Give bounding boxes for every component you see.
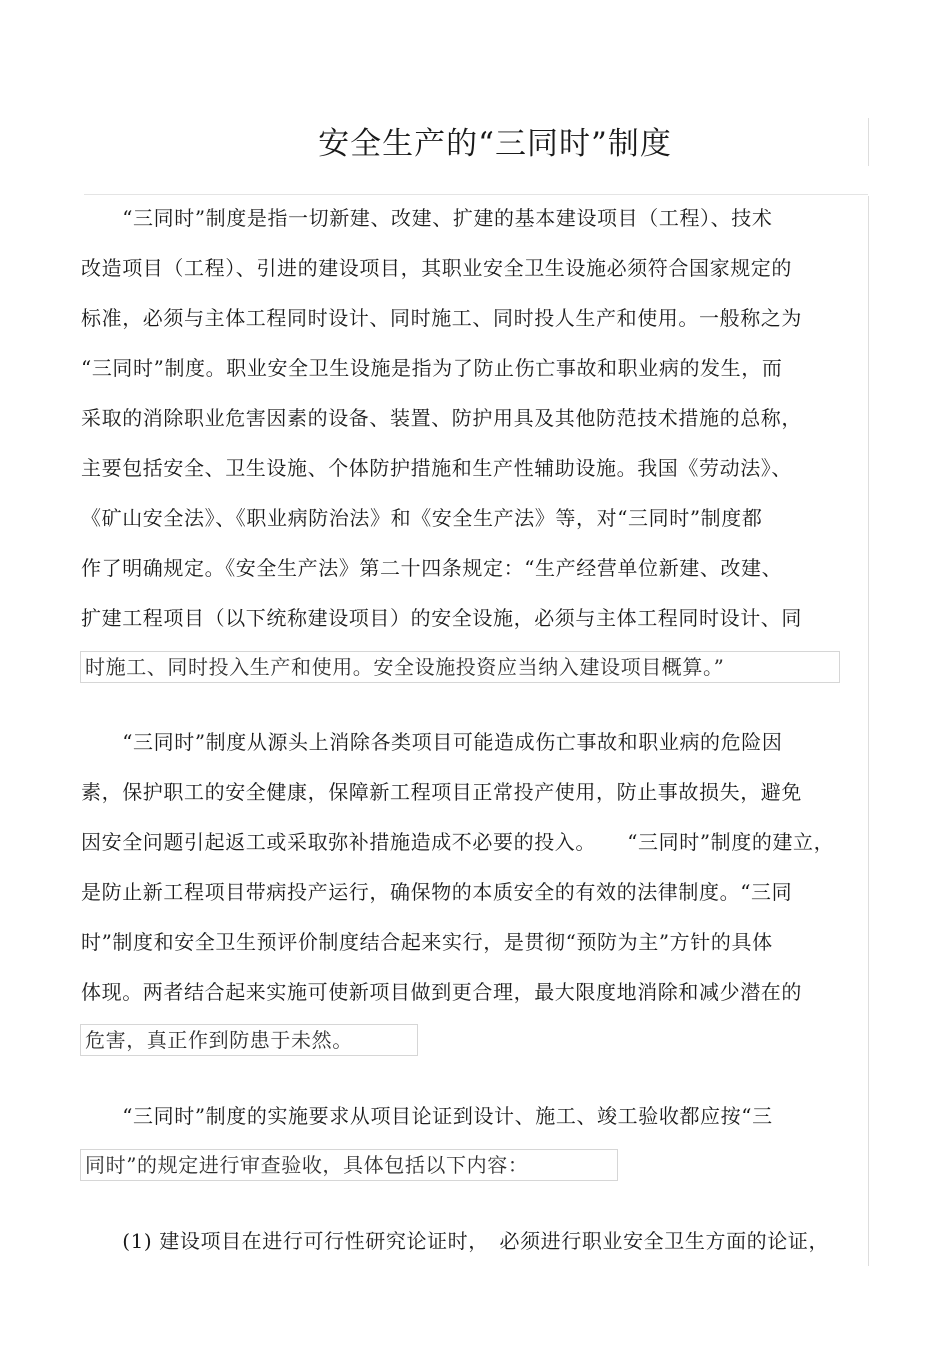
text-line: “三同时”制度是指一切新建、改建、扩建的基本建设项目（工程）、技术	[81, 206, 773, 230]
text-line: 标准，必须与主体工程同时设计、同时施工、同时投人生产和使用。一般称之为	[81, 306, 802, 330]
text-line: (1) 建设项目在进行可行性研究论证时， 必须进行职业安全卫生方面的论证，	[81, 1229, 830, 1253]
text-line: 扩建工程项目（以下统称建设项目）的安全设施，必须与主体工程同时设计、同	[81, 606, 802, 630]
text-line: “三同时”制度。职业安全卫生设施是指为了防止伤亡事故和职业病的发生，而	[81, 356, 783, 380]
text-line: “三同时”制度的实施要求从项目论证到设计、施工、竣工验收都应按“三	[81, 1104, 773, 1128]
text-line: 主要包括安全、卫生设施、个体防护措施和生产性辅助设施。我国《劳动法》、	[81, 456, 792, 480]
text-line: 时施工、同时投入生产和使用。安全设施投资应当纳入建设项目概算。”	[80, 651, 840, 683]
text-line: 危害，真正作到防患于未然。	[80, 1024, 418, 1056]
text-line: 同时”的规定进行审查验收，具体包括以下内容：	[80, 1149, 618, 1181]
text-line: 是防止新工程项目带病投产运行，确保物的本质安全的有效的法律制度。“三同	[81, 880, 793, 904]
text-line: 《矿山安全法》、《职业病防治法》和《安全生产法》等，对“三同时”制度都	[81, 506, 763, 530]
text-line: 改造项目（工程）、引进的建设项目，其职业安全卫生设施必须符合国家规定的	[81, 256, 792, 280]
text-line: 因安全问题引起返工或采取弥补措施造成不必要的投入。 “三同时”制度的建立，	[81, 830, 835, 854]
text-line: “三同时”制度从源头上消除各类项目可能造成伤亡事故和职业病的危险因	[81, 730, 783, 754]
text-line: 时”制度和安全卫生预评价制度结合起来实行，是贯彻“预防为主”方针的具体	[81, 930, 773, 954]
text-line: 采取的消除职业危害因素的设备、装置、防护用具及其他防范技术措施的总称，	[81, 406, 802, 430]
text-line: 体现。两者结合起来实施可使新项目做到更合理，最大限度地消除和减少潜在的	[81, 980, 802, 1004]
page-title: 安全生产的“三同时”制度	[318, 126, 672, 162]
text-line: 素，保护职工的安全健康，保障新工程项目正常投产使用，防止事故损失，避免	[81, 780, 802, 804]
page-edge-line	[868, 196, 869, 1266]
page-rule	[84, 194, 868, 195]
text-line: 作了明确规定。《安全生产法》第二十四条规定：“生产经营单位新建、改建、	[81, 556, 783, 580]
